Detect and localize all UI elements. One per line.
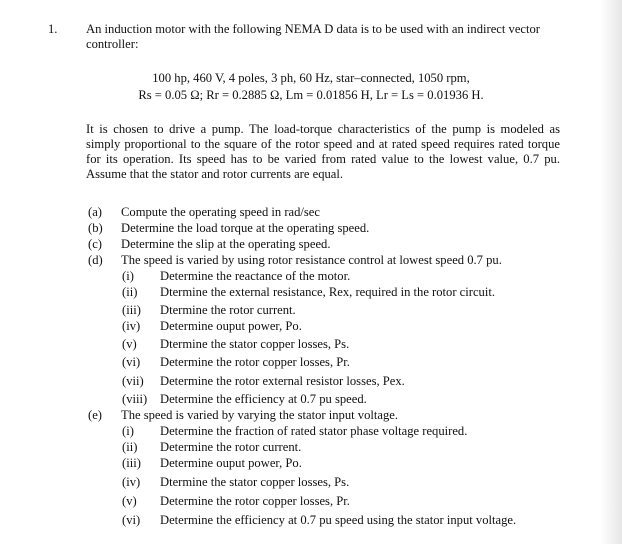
problem-intro: An induction motor with the following NEMA D data is to be used with an indirect vector controller: xyxy=(86,22,540,51)
subpart-text: Determine the reactance of the motor. xyxy=(160,269,351,283)
subpart-label: (iv) xyxy=(122,319,141,333)
subpart-text: Dtermine the rotor current. xyxy=(160,303,296,317)
part-text: Determine the slip at the operating speed. xyxy=(121,237,331,251)
subpart-text: Dtermine the stator copper losses, Ps. xyxy=(160,475,350,489)
subpart-label: (vi) xyxy=(122,513,141,527)
part-label: (e) xyxy=(88,408,102,422)
subpart-label: (i) xyxy=(122,269,134,283)
problem-number: 1. xyxy=(48,22,58,36)
subpart-label: (ii) xyxy=(122,285,138,299)
part-text: Compute the operating speed in rad/sec xyxy=(121,205,320,219)
subpart-text: Determine the rotor external resistor losses, Pex. xyxy=(160,374,405,388)
subpart-label: (v) xyxy=(122,494,137,508)
problem-paragraph: It is chosen to drive a pump. The load-torque characteristics of the pump is modeled as simply proportional to the square of the rotor speed and at rated speed requires rated torque for its operation. Its speed has to be varied from rated value to the lowest value, 0.7 pu. Assume that the stator and rotor currents are equal. xyxy=(86,122,560,181)
subpart-text: Determine the fraction of rated stator phase voltage required. xyxy=(160,424,468,438)
part-label: (d) xyxy=(88,253,103,267)
subpart-text: Determine the efficiency at 0.7 pu speed using the stator input voltage. xyxy=(160,513,517,527)
subpart-text: Dtermine the stator copper losses, Ps. xyxy=(160,337,350,351)
subpart-text: Dtermine the external resistance, Rex, required in the rotor circuit. xyxy=(160,285,496,299)
subpart-label: (v) xyxy=(122,337,137,351)
part-label: (c) xyxy=(88,237,102,251)
part-text: Determine the load torque at the operating speed. xyxy=(121,221,370,235)
subpart-label: (i) xyxy=(122,424,134,438)
subpart-text: Determine the efficiency at 0.7 pu speed. xyxy=(160,392,367,406)
subpart-text: Determine the rotor copper losses, Pr. xyxy=(160,355,350,369)
motor-spec-line-1: 100 hp, 460 V, 4 poles, 3 ph, 60 Hz, star–connected, 1050 rpm, xyxy=(152,71,470,85)
motor-spec-line-2: Rs = 0.05 Ω; Rr = 0.2885 Ω, Lm = 0.01856 H, Lr = Ls = 0.01936 H. xyxy=(138,88,484,102)
subpart-label: (ii) xyxy=(122,440,138,454)
subpart-label: (viii) xyxy=(122,392,148,406)
subpart-label: (iii) xyxy=(122,456,141,470)
part-text: The speed is varied by using rotor resistance control at lowest speed 0.7 pu. xyxy=(121,253,502,267)
part-text: The speed is varied by varying the stator input voltage. xyxy=(121,408,398,422)
subpart-text: Determine ouput power, Po. xyxy=(160,456,302,470)
subpart-text: Determine the rotor current. xyxy=(160,440,302,454)
subpart-label: (iii) xyxy=(122,303,141,317)
part-label: (a) xyxy=(88,205,102,219)
subpart-label: (vi) xyxy=(122,355,141,369)
subpart-text: Determine the rotor copper losses, Pr. xyxy=(160,494,350,508)
subpart-label: (iv) xyxy=(122,475,141,489)
subpart-text: Determine ouput power, Po. xyxy=(160,319,302,333)
subpart-label: (vii) xyxy=(122,374,144,388)
part-label: (b) xyxy=(88,221,103,235)
